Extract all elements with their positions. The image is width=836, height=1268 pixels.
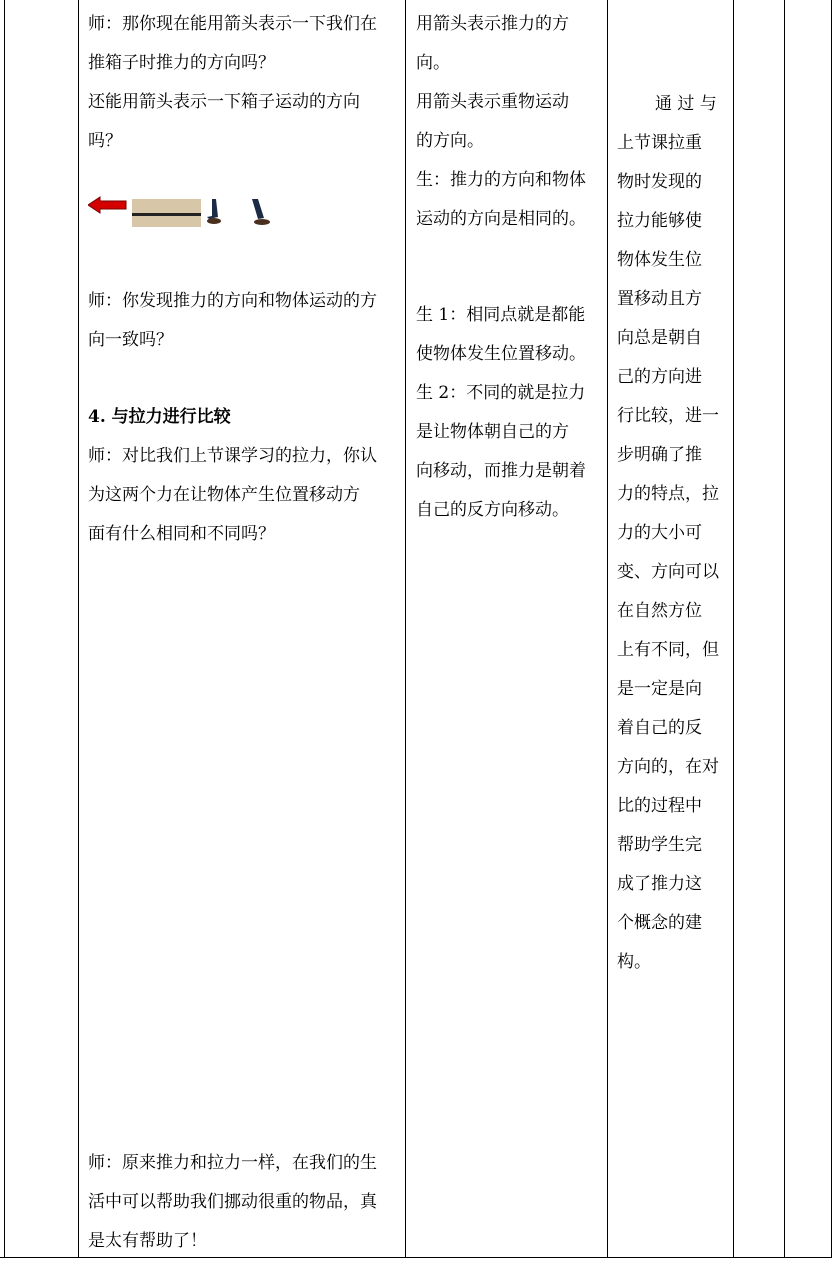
design-intent-line: 构。 [617, 952, 651, 972]
table-border-left [4, 0, 5, 1258]
design-intent-line: 行比较，进一 [617, 406, 719, 426]
teacher-question-2-line-1: 还能用箭头表示一下箱子运动的方向 [88, 92, 360, 112]
red-arrow-icon [88, 197, 126, 213]
design-intent-line: 物时发现的 [617, 172, 702, 192]
column-divider-2 [405, 0, 406, 1258]
design-intent-line: 物体发生位 [617, 250, 702, 270]
teacher-conclusion-line-3: 是太有帮助了！ [88, 1231, 207, 1251]
design-intent-line: 向总是朝自 [617, 328, 702, 348]
design-intent-line: 步明确了推 [617, 445, 702, 465]
student-response-4-line-2: 使物体发生位置移动。 [416, 344, 586, 364]
design-intent-line: 方向的，在对 [617, 757, 719, 777]
student-response-5-line-1: 生 2：不同的就是拉力 [416, 383, 586, 403]
column-divider-4 [733, 0, 734, 1258]
design-intent-line: 通 过 与 [655, 94, 717, 114]
student-response-5-line-3: 向移动，而推力是朝着 [416, 461, 586, 481]
student-response-5-line-4: 自己的反方向移动。 [416, 500, 569, 520]
student-response-1-line-2: 向。 [416, 53, 450, 73]
design-intent-line: 置移动且方 [617, 289, 702, 309]
teacher-conclusion [88, 1144, 400, 1261]
design-intent-line: 是一定是向 [617, 679, 702, 699]
design-intent-line: 上有不同，但 [617, 640, 719, 660]
teacher-question-1-line-2: 推箱子时推力的方向吗？ [88, 53, 275, 73]
column-divider-5 [784, 0, 785, 1258]
teacher-question-4-line-2: 为这两个力在让物体产生位置移动方 [88, 485, 360, 505]
design-intent-line: 着自己的反 [617, 718, 702, 738]
section-heading: 4. 与拉力进行比较 [88, 407, 231, 427]
design-intent-line: 力的大小可 [617, 523, 702, 543]
design-intent-line: 在自然方位 [617, 601, 702, 621]
design-intent-line: 力的特点，拉 [617, 484, 719, 504]
student-column-lower [416, 296, 604, 530]
teacher-column-section-4 [88, 398, 400, 554]
column-divider-1 [78, 0, 79, 1258]
teacher-column-middle [88, 282, 400, 360]
design-intent-line: 成了推力这 [617, 874, 702, 894]
student-column [416, 5, 604, 239]
design-intent-column [617, 85, 729, 982]
design-intent-line: 个概念的建 [617, 913, 702, 933]
push-illustration [88, 196, 278, 230]
person-legs-icon [207, 199, 270, 225]
teacher-question-1-line-1: 师：那你现在能用箭头表示一下我们在 [88, 14, 377, 34]
teacher-conclusion-line-1: 师：原来推力和拉力一样，在我们的生 [88, 1153, 377, 1173]
teacher-column [88, 5, 400, 161]
student-response-3-line-1: 生：推力的方向和物体 [416, 170, 586, 190]
student-response-5-line-2: 是让物体朝自己的方 [416, 422, 569, 442]
teacher-conclusion-line-2: 活中可以帮助我们挪动很重的物品，真 [88, 1192, 377, 1212]
teacher-question-2-line-2: 吗？ [88, 131, 122, 151]
teacher-question-3-line-2: 向一致吗？ [88, 330, 173, 350]
design-intent-line: 拉力能够使 [617, 211, 702, 231]
student-response-3-line-2: 运动的方向是相同的。 [416, 209, 586, 229]
column-divider-3 [607, 0, 608, 1258]
teacher-question-3-line-1: 师：你发现推力的方向和物体运动的方 [88, 291, 377, 311]
student-response-2-line-1: 用箭头表示重物运动 [416, 92, 569, 112]
design-intent-line: 比的过程中 [617, 796, 702, 816]
teacher-question-4-line-1: 师：对比我们上节课学习的拉力，你认 [88, 446, 377, 466]
design-intent-line: 帮助学生完 [617, 835, 702, 855]
design-intent-line: 上节课拉重 [617, 133, 702, 153]
design-intent-line: 己的方向进 [617, 367, 702, 387]
design-intent-line: 变、方向可以 [617, 562, 719, 582]
student-response-2-line-2: 的方向。 [416, 131, 484, 151]
student-response-1-line-1: 用箭头表示推力的方 [416, 14, 569, 34]
student-response-4-line-1: 生 1：相同点就是都能 [416, 305, 586, 325]
teacher-question-4-line-3: 面有什么相同和不同吗？ [88, 524, 275, 544]
table-border-right [831, 0, 832, 1258]
